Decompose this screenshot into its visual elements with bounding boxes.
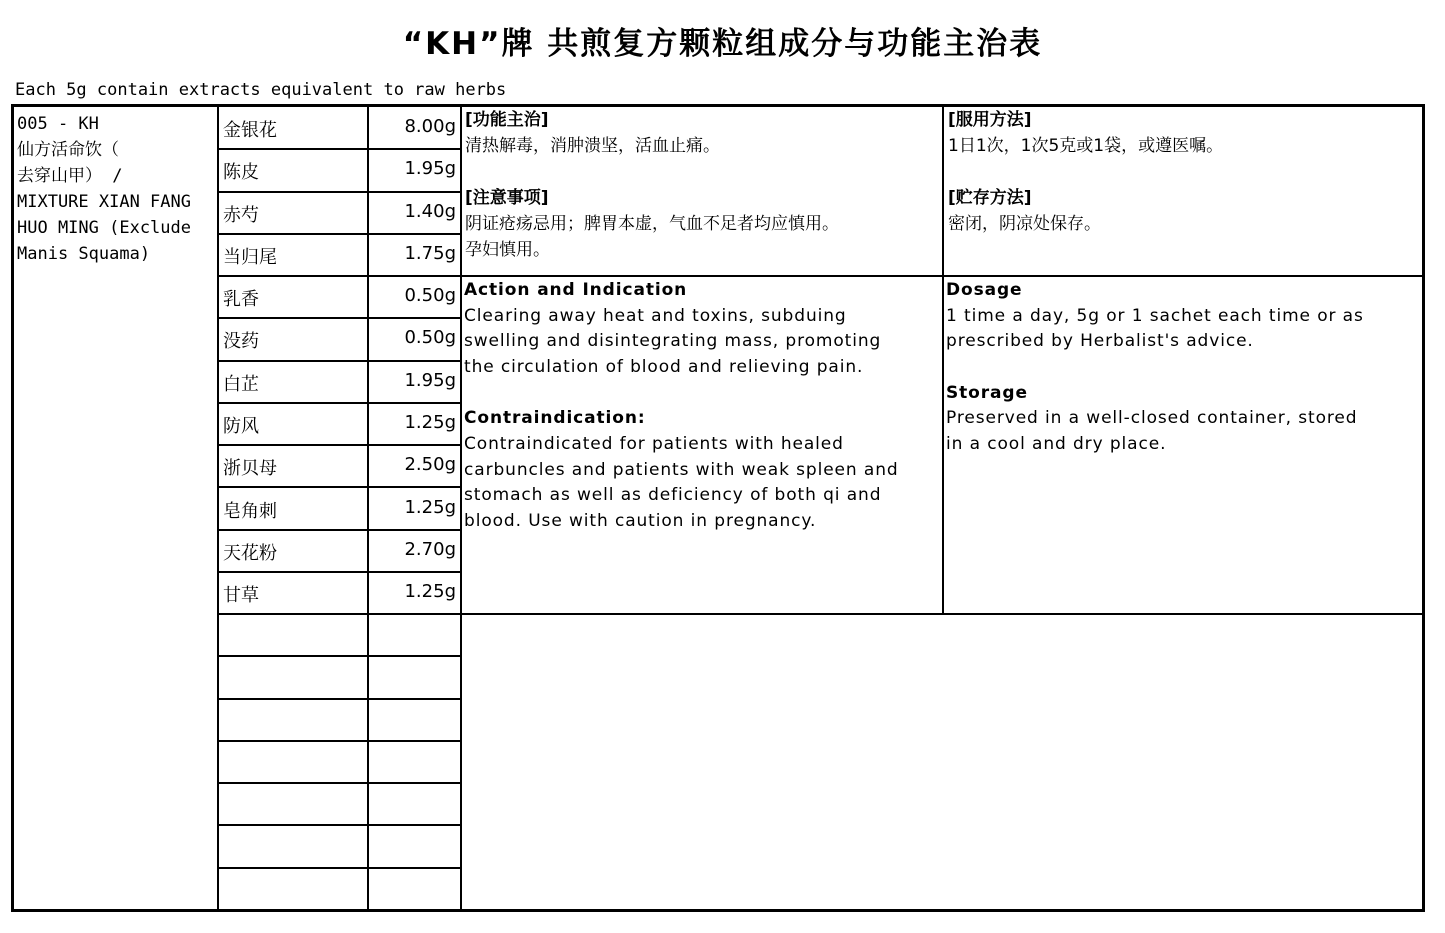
en-action-section [464,278,940,534]
zh-function-section [465,107,937,263]
extract-note: Each 5g contain extracts equivalent to raw herbs [15,80,507,100]
en-dosage-text: 1 time a day, 5g or 1 sachet each time or as [946,305,1364,326]
herb-row-divider [217,275,462,277]
en-contra-text: carbuncles and patients with weak spleen and [464,459,899,480]
herb-dose: 8.00g [404,116,456,137]
herb-row-divider [217,824,462,826]
divider-product-herbs [217,107,219,909]
herb-name: 甘草 [223,585,259,606]
herb-name: 乳香 [223,289,259,310]
herb-dose: 1.25g [404,412,456,433]
herb-name: 当归尾 [223,247,277,268]
herb-row-divider [217,698,462,700]
herb-name: 赤芍 [223,205,259,226]
zh-function-text: 清热解毒，消肿溃坚，活血止痛。 [465,136,720,156]
en-dosage-text: prescribed by Herbalist's advice. [946,331,1254,352]
herb-name: 皂角刺 [223,501,277,522]
zh-caution-text: 阴证疮疡忌用；脾胃本虚，气血不足者均应慎用。 [465,214,839,234]
herb-row-divider [217,655,462,657]
herb-name: 没药 [223,331,259,352]
en-action-text: the circulation of blood and relieving pain. [464,356,864,377]
zh-caution-text: 孕妇慎用。 [465,240,550,260]
en-dosage-heading: Dosage [946,280,1023,300]
herb-name: 白芷 [223,374,259,395]
herb-row-divider [217,613,462,615]
herb-row-divider [217,191,462,193]
herb-name: 陈皮 [223,162,259,183]
en-action-text: swelling and disintegrating mass, promoting [464,331,882,352]
en-storage-heading: Storage [946,382,1028,403]
herb-row-divider [217,317,462,319]
herb-dose: 0.50g [404,285,456,306]
en-dosage-section [946,278,1420,458]
zh-storage-heading: [贮存方法] [948,188,1032,208]
herb-row-divider [217,571,462,573]
page-title: “KH”牌 共煎复方颗粒组成分与功能主治表 [402,26,1043,62]
product-name: 005 - KH 仙方活命饮（ 去穿山甲） / MIXTURE XIAN FANG HUO MING (Exclude Manis Squama) [17,114,191,264]
herb-row-divider [217,529,462,531]
herb-name: 天花粉 [223,543,277,564]
zh-storage-text: 密闭，阴凉处保存。 [948,214,1101,234]
herb-name: 浙贝母 [223,458,277,479]
herb-row-divider [217,148,462,150]
herb-row-divider [217,782,462,784]
en-action-text: Clearing away heat and toxins, subduing [464,305,847,326]
herb-name: 金银花 [223,120,277,141]
herb-dose: 1.40g [404,201,456,222]
herb-row-divider [217,486,462,488]
zh-usage-section [948,107,1418,237]
herb-row-divider [217,233,462,235]
herb-name: 防风 [223,416,259,437]
divider-herbs-doses [367,107,369,909]
composition-table [11,104,1425,912]
herb-row-divider [217,867,462,869]
herb-dose: 1.25g [404,581,456,602]
herb-dose: 2.70g [404,539,456,560]
en-contra-text: Contraindicated for patients with healed [464,433,844,454]
divider-info-bottom [460,613,1422,615]
en-contra-text: blood. Use with caution in pregnancy. [464,510,817,531]
en-action-heading: Action and Indication [464,280,688,300]
divider-zh-en [460,275,1422,277]
zh-function-heading: [功能主治] [465,110,549,130]
herb-row-divider [217,402,462,404]
zh-usage-heading: [服用方法] [948,110,1032,130]
herb-row-divider [217,444,462,446]
herb-dose: 1.75g [404,243,456,264]
zh-caution-heading: [注意事项] [465,188,549,208]
divider-doses-info [460,107,462,909]
herb-dose: 1.95g [404,370,456,391]
herb-row-divider [217,360,462,362]
herb-dose: 0.50g [404,327,456,348]
herb-dose: 1.25g [404,497,456,518]
en-storage-text: Preserved in a well-closed container, stored [946,408,1358,429]
herb-dose: 2.50g [404,454,456,475]
en-contra-heading: Contraindication: [464,408,646,429]
herb-row-divider [217,740,462,742]
en-contra-text: stomach as well as deficiency of both qi and [464,485,882,506]
zh-usage-text: 1日1次，1次5克或1袋，或遵医嘱。 [948,136,1224,156]
divider-info-columns [942,107,944,613]
en-storage-text: in a cool and dry place. [946,433,1167,454]
herb-dose: 1.95g [404,158,456,179]
